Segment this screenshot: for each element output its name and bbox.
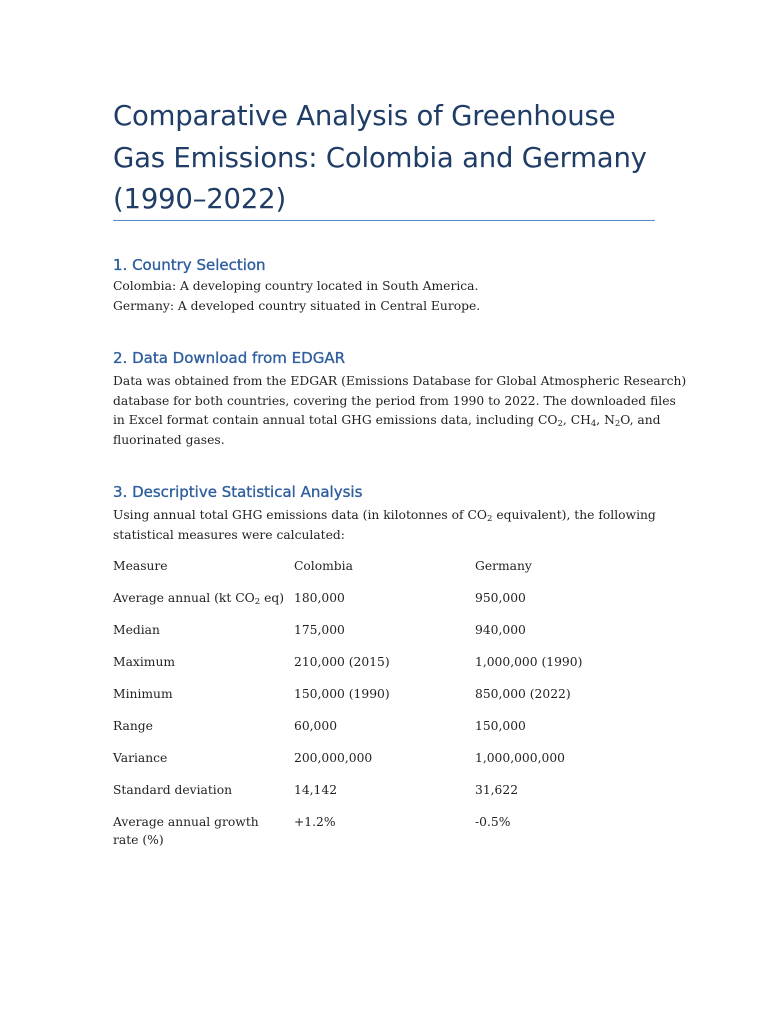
colombia-value: 200,000,000 — [294, 751, 373, 765]
paragraph-line: database for both countries, covering the period from 1990 to 2022. The downloaded files — [113, 393, 676, 408]
colombia-value: 180,000 — [294, 591, 345, 605]
germany-value: 31,622 — [475, 783, 519, 797]
germany-value: -0.5% — [475, 815, 511, 829]
germany-value: 940,000 — [475, 623, 526, 637]
paragraph-line: in Excel format contain annual total GHG emissions data, including $CO_2$, $CH_4$, $N_2O$, and — [113, 413, 661, 430]
section-heading-country-selection: 1. Country Selection — [113, 256, 266, 274]
paragraph-line: fluorinated gases. — [113, 432, 225, 447]
measure-cell: Average annual growth rate (%) — [113, 815, 259, 847]
germany-value: 1,000,000,000 — [475, 751, 565, 765]
measure-cell: Median — [113, 623, 160, 637]
measure-cell: Maximum — [113, 655, 176, 669]
colombia-value: 175,000 — [294, 623, 345, 637]
paragraph-line: Using annual total GHG emissions data (in kilotonnes of $CO_2$ equivalent), the following — [113, 508, 656, 524]
section-body-data-download — [113, 372, 687, 450]
paragraph-line: Data was obtained from the EDGAR (Emissions Database for Global Atmospheric Research) — [113, 374, 687, 388]
section-heading-descriptive-analysis: 3. Descriptive Statistical Analysis — [113, 483, 363, 501]
header-colombia: Colombia — [294, 559, 353, 573]
germany-value: 150,000 — [475, 719, 526, 733]
section-heading-data-download: 2. Data Download from EDGAR — [113, 349, 346, 367]
table-row — [113, 621, 655, 653]
colombia-value: +1.2% — [294, 815, 336, 829]
section-body-descriptive-analysis — [113, 506, 655, 545]
table-row — [113, 717, 655, 749]
colombia-value: 60,000 — [294, 719, 338, 733]
section-body-country-selection — [113, 277, 655, 316]
document-title: Comparative Analysis of Greenhouse Gas Emissions: Colombia and Germany (1990–2022) — [113, 100, 647, 215]
table-row — [113, 781, 655, 813]
table-row — [113, 749, 655, 781]
germany-value: 850,000 (2022) — [475, 687, 571, 701]
germany-value: 950,000 — [475, 591, 526, 605]
paragraph-line: statistical measures were calculated: — [113, 527, 345, 542]
header-measure: Measure — [113, 559, 168, 573]
colombia-value: 150,000 (1990) — [294, 687, 390, 701]
table-header-row — [113, 557, 655, 589]
statistics-table — [113, 557, 655, 853]
measure-cell: Average annual (kt $CO_2$ eq) — [113, 591, 285, 607]
measure-cell: Minimum — [113, 687, 173, 701]
title-divider — [113, 220, 655, 221]
measure-cell: Variance — [113, 751, 168, 765]
colombia-value: 210,000 (2015) — [294, 655, 390, 669]
measure-cell: Standard deviation — [113, 783, 233, 797]
table-row — [113, 813, 655, 853]
colombia-value: 14,142 — [294, 783, 338, 797]
table-row — [113, 589, 655, 621]
germany-value: 1,000,000 (1990) — [475, 655, 583, 669]
table-row — [113, 653, 655, 685]
table-row — [113, 685, 655, 717]
country-colombia-line: Colombia: A developing country located in South America. — [113, 279, 479, 293]
measure-cell: Range — [113, 719, 153, 733]
country-germany-line: Germany: A developed country situated in Central Europe. — [113, 298, 481, 313]
header-germany: Germany — [475, 559, 532, 573]
